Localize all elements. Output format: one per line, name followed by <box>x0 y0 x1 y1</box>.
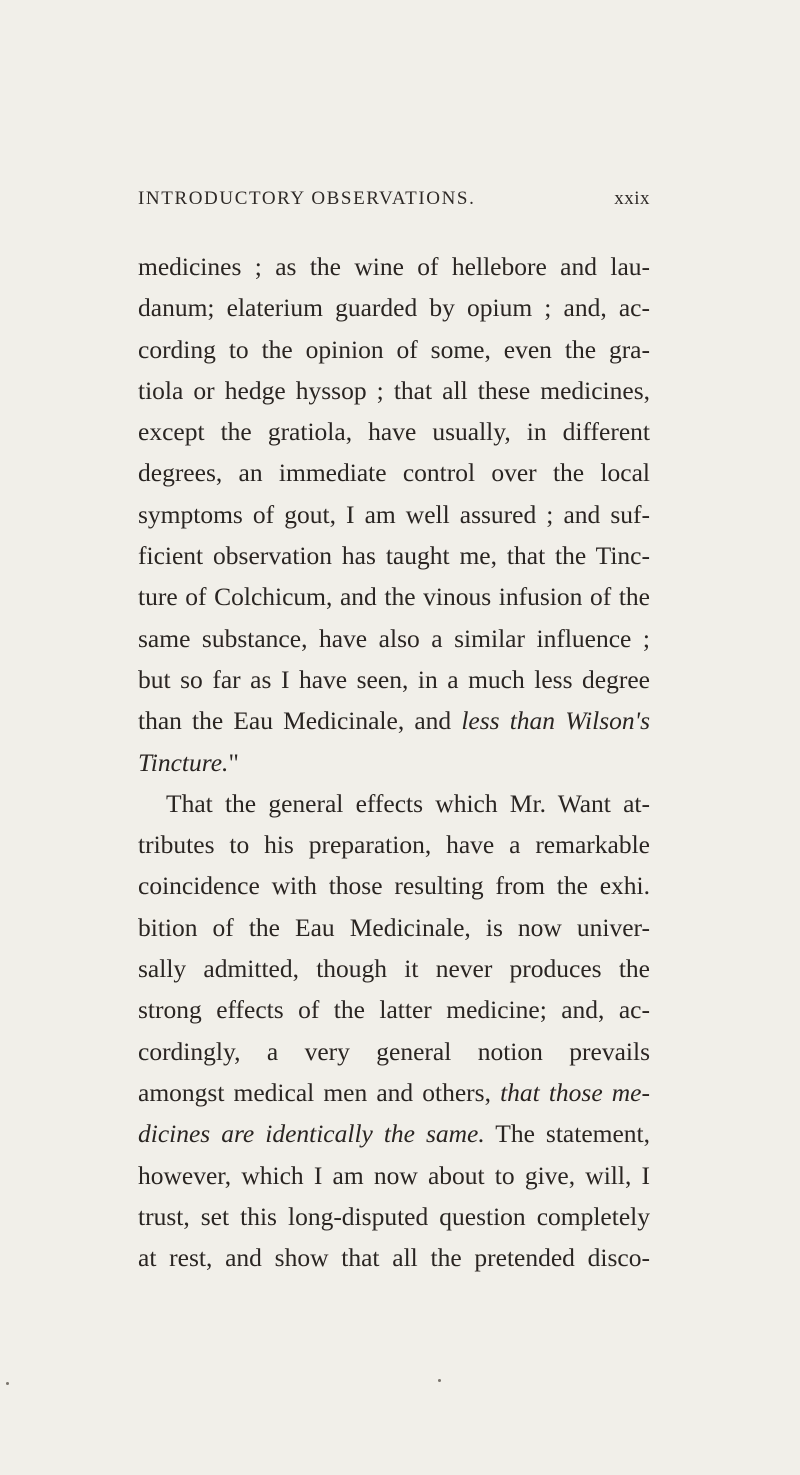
text-line: but so far as I have seen, in a much less degree <box>138 664 650 694</box>
text-line: tiola or hedge hyssop ; that all these medicines, <box>138 375 650 405</box>
text-line: ture of Colchicum, and the vinous infusion of the <box>138 582 650 612</box>
text-line: danum; elaterium guarded by opium ; and, ac- <box>138 293 650 323</box>
text-line: symptoms of gout, I am well assured ; and suf- <box>138 499 650 529</box>
text-line: bition of the Eau Medicinale, is now univer- <box>138 912 650 942</box>
text-line: coincidence with those resulting from the exhi. <box>138 871 650 901</box>
text-line: at rest, and show that all the pretended disco- <box>138 1243 650 1273</box>
text-line: cording to the opinion of some, even the gra- <box>138 334 650 364</box>
text-line: same substance, have also a similar influence ; <box>138 623 650 653</box>
text-line: except the gratiola, have usually, in different <box>138 417 650 447</box>
text-line: strong effects of the latter medicine; and, ac- <box>138 995 650 1025</box>
paper-speck <box>6 1382 9 1385</box>
text-line-italic-head: dicines are identically the same. The statement, <box>138 1119 650 1149</box>
text-line: trust, set this long-disputed question completely <box>138 1201 650 1231</box>
text-line: degrees, an immediate control over the local <box>138 458 650 488</box>
text-line: tributes to his preparation, have a remarkable <box>138 830 650 860</box>
paper-speck <box>438 1379 441 1382</box>
italic-run: dicines are identically the same. <box>138 1119 485 1149</box>
running-head-title: INTRODUCTORY OBSERVATIONS. <box>138 188 476 209</box>
italic-run: less than Wilson's <box>461 706 651 736</box>
text-line: however, which I am now about to give, will, I <box>138 1160 650 1190</box>
italic-run: Tincture. <box>138 747 229 777</box>
text-line: medicines ; as the wine of hellebore and lau- <box>138 252 650 281</box>
text-line-italic-tail: amongst medical men and others, that those me- <box>138 1077 650 1107</box>
page-number: xxix <box>614 188 650 209</box>
italic-run: that those me- <box>500 1077 650 1107</box>
text-line-paragraph-start: That the general effects which Mr. Want at- <box>166 788 650 818</box>
text-line-italic: Tincture." <box>138 747 239 777</box>
text-line-italic-tail: than the Eau Medicinale, and less than Wilson's <box>138 706 651 736</box>
text-line: sally admitted, though it never produces the <box>138 954 650 984</box>
text-line: cordingly, a very general notion prevails <box>138 1036 650 1066</box>
running-head <box>138 188 650 218</box>
body-text <box>138 246 650 1278</box>
text-line: ficient observation has taught me, that the Tinc- <box>138 541 650 571</box>
